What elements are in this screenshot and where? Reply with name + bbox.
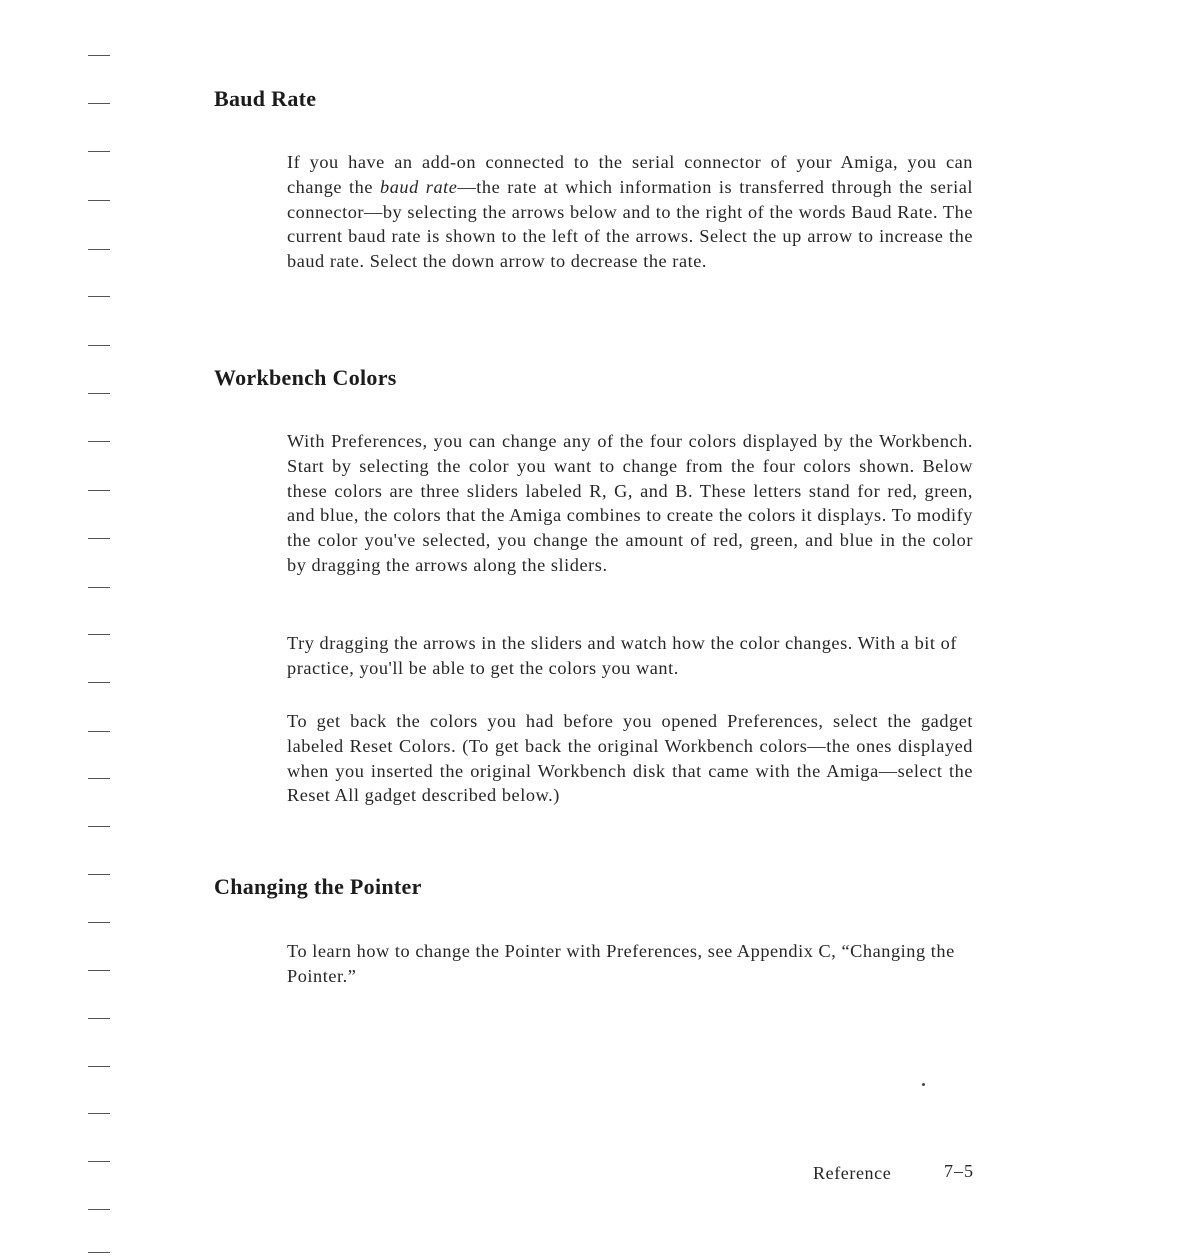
baud-rate-text-end: —the rate at which information is transferred through the serial connector—by selecting the arrows below and to the right of the words Baud Rate. The current baud rate is shown to the left of the arrows. Select the up arrow to increase the baud rate. Select the down arrow to decrease the rate. [287,176,973,272]
margin-tick [88,490,110,491]
margin-tick [88,1252,110,1253]
footer-page-number: 7–5 [944,1161,974,1181]
margin-tick [88,1113,110,1114]
baud-rate-term: baud rate [380,176,458,197]
margin-tick [88,634,110,635]
margin-tick [88,249,110,250]
margin-tick [88,103,110,104]
margin-tick [88,1161,110,1162]
margin-tick [88,151,110,152]
margin-tick [88,778,110,779]
margin-tick [88,682,110,683]
section-heading-baud-rate: Baud Rate [214,86,317,111]
margin-tick [88,970,110,971]
baud-rate-text-start: If you have an add-on connected to the serial connector of your Amiga, you can change the [287,152,973,197]
binding-margin-marks [88,0,118,1258]
baud-rate-paragraph [287,150,973,274]
margin-tick [88,731,110,732]
margin-tick [88,441,110,442]
margin-tick [88,538,110,539]
workbench-colors-paragraph-2: Try dragging the arrows in the sliders and watch how the color changes. With a bit of practice, you'll be able to get the colors you want. [287,633,957,678]
margin-tick [88,826,110,827]
margin-tick [88,922,110,923]
margin-tick [88,55,110,56]
section-heading-changing-pointer: Changing the Pointer [214,874,422,899]
scan-speck [922,1083,925,1086]
margin-tick [88,296,110,297]
margin-tick [88,1018,110,1019]
margin-tick [88,345,110,346]
footer-section-label: Reference [813,1163,892,1183]
margin-tick [88,1209,110,1210]
margin-tick [88,393,110,394]
changing-pointer-paragraph: To learn how to change the Pointer with Preferences, see Appendix C, “Changing the Pointer.” [287,941,955,986]
workbench-colors-paragraph-3: To get back the colors you had before you opened Preferences, select the gadget labeled Reset Colors. (To get back the original Workbench colors—the ones displayed when you inserted the original Workbench disk that came with the Amiga—select the Reset All gadget described below.) [287,711,973,806]
workbench-colors-paragraph-1: With Preferences, you can change any of the four colors displayed by the Workbench. Start by selecting the color you want to change from the four colors shown. Below these colors are three sliders labeled R, G, and B. These letters stand for red, green, and blue, the colors that the Amiga combines to create the colors it displays. To modify the color you've selected, you change the amount of red, green, and blue in the color by dragging the arrows along the sliders. [287,431,973,575]
margin-tick [88,200,110,201]
margin-tick [88,587,110,588]
margin-tick [88,1066,110,1067]
section-heading-workbench-colors: Workbench Colors [214,365,397,390]
margin-tick [88,874,110,875]
